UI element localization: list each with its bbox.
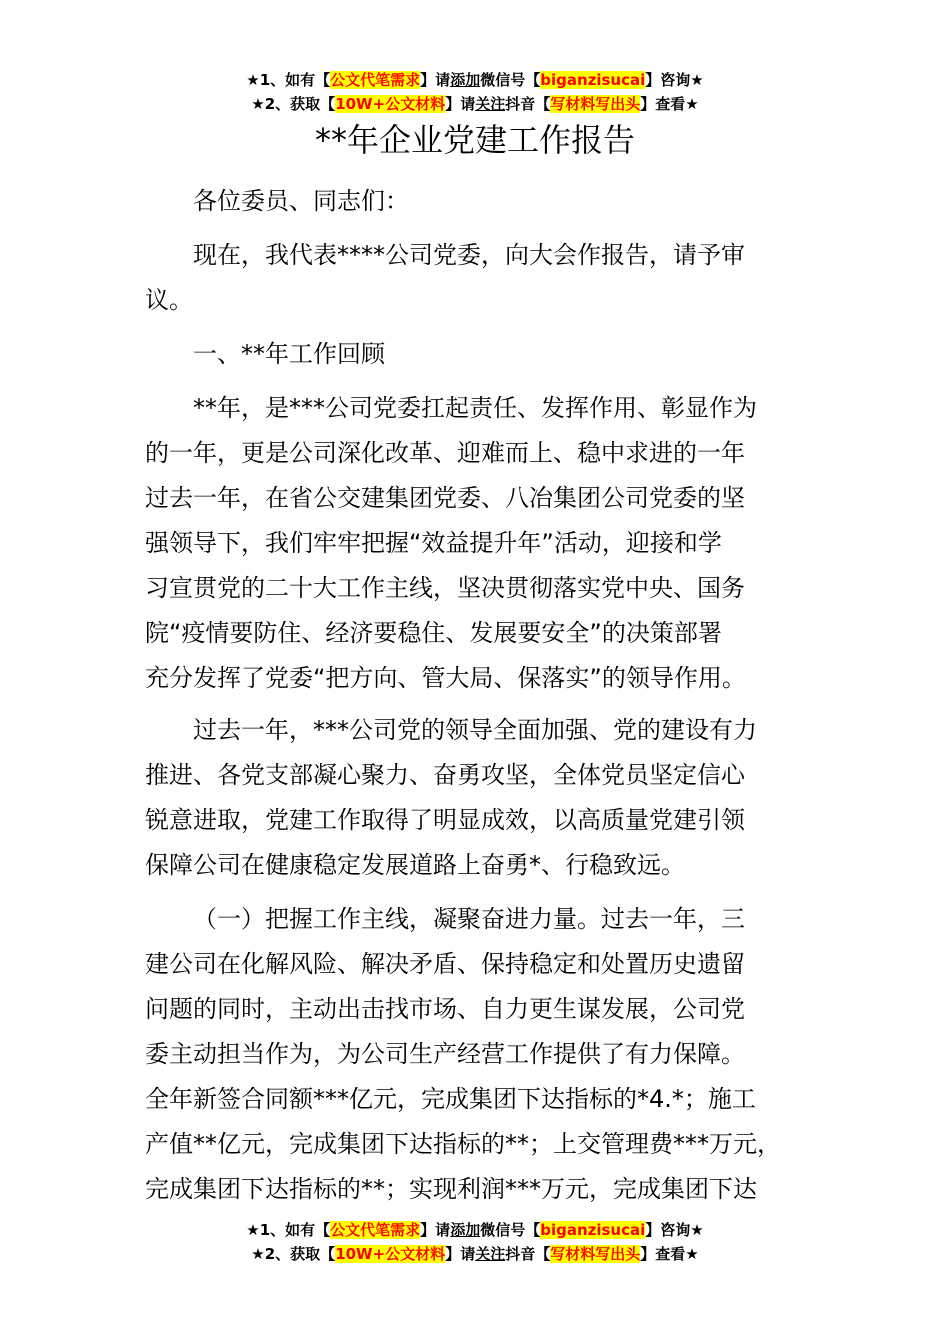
promo-banner-top (0, 68, 950, 116)
promo-banner-bottom (0, 1218, 950, 1266)
body-line: 的一年，更是公司深化改革、迎难而上、稳中求进的一年 (145, 439, 745, 467)
body-line: 全年新签合同额***亿元，完成集团下达指标的*4.*；施工 (145, 1085, 756, 1113)
body-line: 过去一年，在省公交建集团党委、八冶集团公司党委的坚 (145, 484, 745, 512)
promo-line-2: ★2、获取【10W+公文材料】请关注抖音【写材料写出头】查看★ (251, 95, 699, 113)
body-line: 充分发挥了党委“把方向、管大局、保落实”的领导作用。 (145, 664, 746, 692)
document-title: **年企业党建工作报告 (314, 121, 635, 159)
body-line: 完成集团下达指标的**；实现利润***万元，完成集团下达 (145, 1175, 757, 1203)
body-line: 推进、各党支部凝心聚力、奋勇攻坚，全体党员坚定信心 (145, 761, 745, 789)
body-line: 院“疫情要防住、经济要稳住、发展要安全”的决策部署 (145, 619, 722, 647)
body-line: 议。 (145, 286, 193, 314)
body-line: 现在，我代表****公司党委，向大会作报告，请予审 (193, 241, 745, 269)
body-line: 保障公司在健康稳定发展道路上奋勇*、行稳致远。 (145, 851, 685, 879)
section-heading: 一、**年工作回顾 (193, 340, 385, 368)
promo-line-1: ★1、如有【公文代笔需求】请添加微信号【biganzisucai】咨询★ (246, 71, 704, 89)
promo-line-1: ★1、如有【公文代笔需求】请添加微信号【biganzisucai】咨询★ (246, 1221, 704, 1239)
body-line: 过去一年，***公司党的领导全面加强、党的建设有力 (193, 716, 757, 744)
body-line: 建公司在化解风险、解决矛盾、保持稳定和处置历史遗留 (145, 950, 745, 978)
body-line: 锐意进取，党建工作取得了明显成效，以高质量党建引领 (145, 806, 745, 834)
body-line: 各位委员、同志们： (193, 187, 409, 215)
body-line: 产值**亿元，完成集团下达指标的**；上交管理费***万元， (145, 1130, 781, 1158)
body-line: （一）把握工作主线，凝聚奋进力量。过去一年，三 (193, 905, 745, 933)
body-line: 习宣贯党的二十大工作主线，坚决贯彻落实党中央、国务 (145, 574, 745, 602)
body-line: 强领导下，我们牢牢把握“效益提升年”活动，迎接和学 (145, 529, 722, 557)
body-line: 委主动担当作为，为公司生产经营工作提供了有力保障。 (145, 1040, 745, 1068)
body-line: 问题的同时，主动出击找市场、自力更生谋发展，公司党 (145, 995, 745, 1023)
body-line: **年，是***公司党委扛起责任、发挥作用、彰显作为 (193, 394, 757, 422)
promo-line-2: ★2、获取【10W+公文材料】请关注抖音【写材料写出头】查看★ (251, 1245, 699, 1263)
